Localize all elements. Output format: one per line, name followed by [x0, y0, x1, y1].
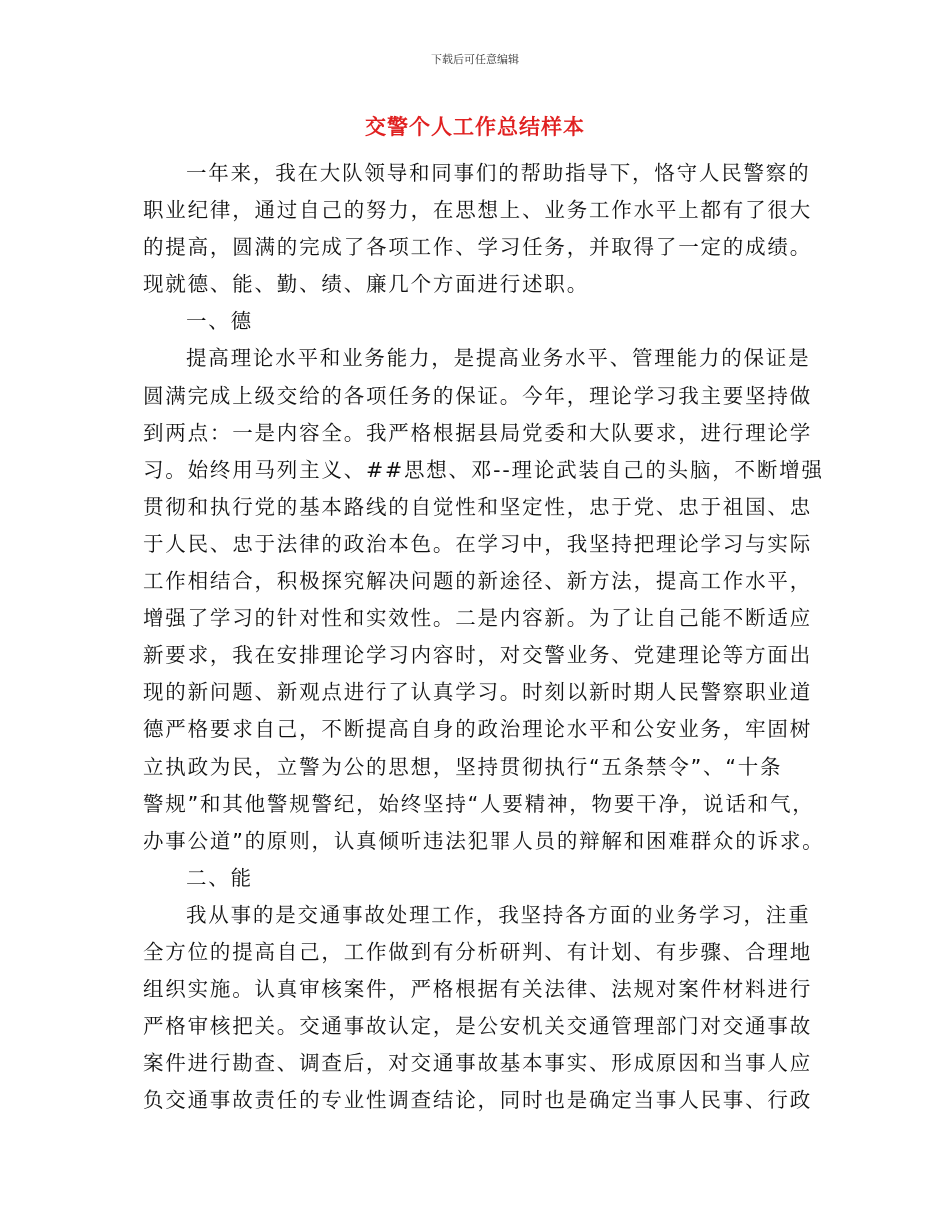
text-line: 增强了学习的针对性和实效性。二是内容新。为了让自己能不断适应 — [143, 606, 812, 631]
text-line: 新要求，我在安排理论学习内容时，对交警业务、党建理论等方面出 — [143, 643, 812, 668]
text-line: 于人民、忠于法律的政治本色。在学习中，我坚持把理论学习与实际 — [143, 531, 812, 556]
text-line: 全方位的提高自己，工作做到有分析研判、有计划、有步骤、合理地 — [143, 939, 812, 964]
text-line: 一、德 — [186, 309, 253, 334]
text-line: 到两点：一是内容全。我严格根据县局党委和大队要求，进行理论学 — [143, 420, 812, 445]
header-note: 下载后可任意编辑 — [431, 53, 519, 66]
text-line: 习。始终用马列主义、##思想、邓--理论武装自己的头脑，不断增强 — [143, 457, 824, 482]
text-line: 办事公道”的原则，认真倾听违法犯罪人员的辩解和困难群众的诉求。 — [143, 828, 825, 853]
document-body — [143, 155, 825, 1119]
text-line: 提高理论水平和业务能力，是提高业务水平、管理能力的保证是 — [186, 346, 811, 371]
text-line: 德严格要求自己，不断提高自身的政治理论水平和公安业务，牢固树 — [143, 717, 812, 742]
text-line: 我从事的是交通事故处理工作，我坚持各方面的业务学习，注重 — [186, 902, 811, 927]
text-line: 二、能 — [186, 865, 253, 890]
text-line: 贯彻和执行党的基本路线的自觉性和坚定性，忠于党、忠于祖国、忠 — [143, 494, 812, 519]
text-line: 严格审核把关。交通事故认定，是公安机关交通管理部门对交通事故 — [143, 1014, 812, 1039]
text-line: 现的新问题、新观点进行了认真学习。时刻以新时期人民警察职业道 — [143, 680, 812, 705]
text-line: 立执政为民，立警为公的思想，坚持贯彻执行“五条禁令”、“十条 — [143, 754, 783, 779]
text-line: 工作相结合，积极探究解决问题的新途径、新方法，提高工作水平， — [143, 569, 812, 594]
text-line: 职业纪律，通过自己的努力，在思想上、业务工作水平上都有了很大 — [143, 198, 812, 223]
text-line: 的提高，圆满的完成了各项工作、学习任务，并取得了一定的成绩。 — [143, 235, 812, 260]
text-line: 案件进行勘查、调查后，对交通事故基本事实、形成原因和当事人应 — [143, 1051, 812, 1076]
text-line: 一年来，我在大队领导和同事们的帮助指导下，恪守人民警察的 — [186, 161, 811, 185]
text-line: 组织实施。认真审核案件，严格根据有关法律、法规对案件材料进行 — [143, 977, 812, 1002]
document-title: 交警个人工作总结样本 — [365, 115, 585, 139]
text-line: 现就德、能、勤、绩、廉几个方面进行述职。 — [143, 272, 589, 297]
text-line: 圆满完成上级交给的各项任务的保证。今年，理论学习我主要坚持做 — [143, 383, 812, 408]
text-line: 警规”和其他警规警纪，始终坚持“人要精神，物要干净，说话和气， — [143, 791, 815, 816]
text-line: 负交通事故责任的专业性调查结论，同时也是确定当事人民事、行政 — [143, 1088, 812, 1113]
